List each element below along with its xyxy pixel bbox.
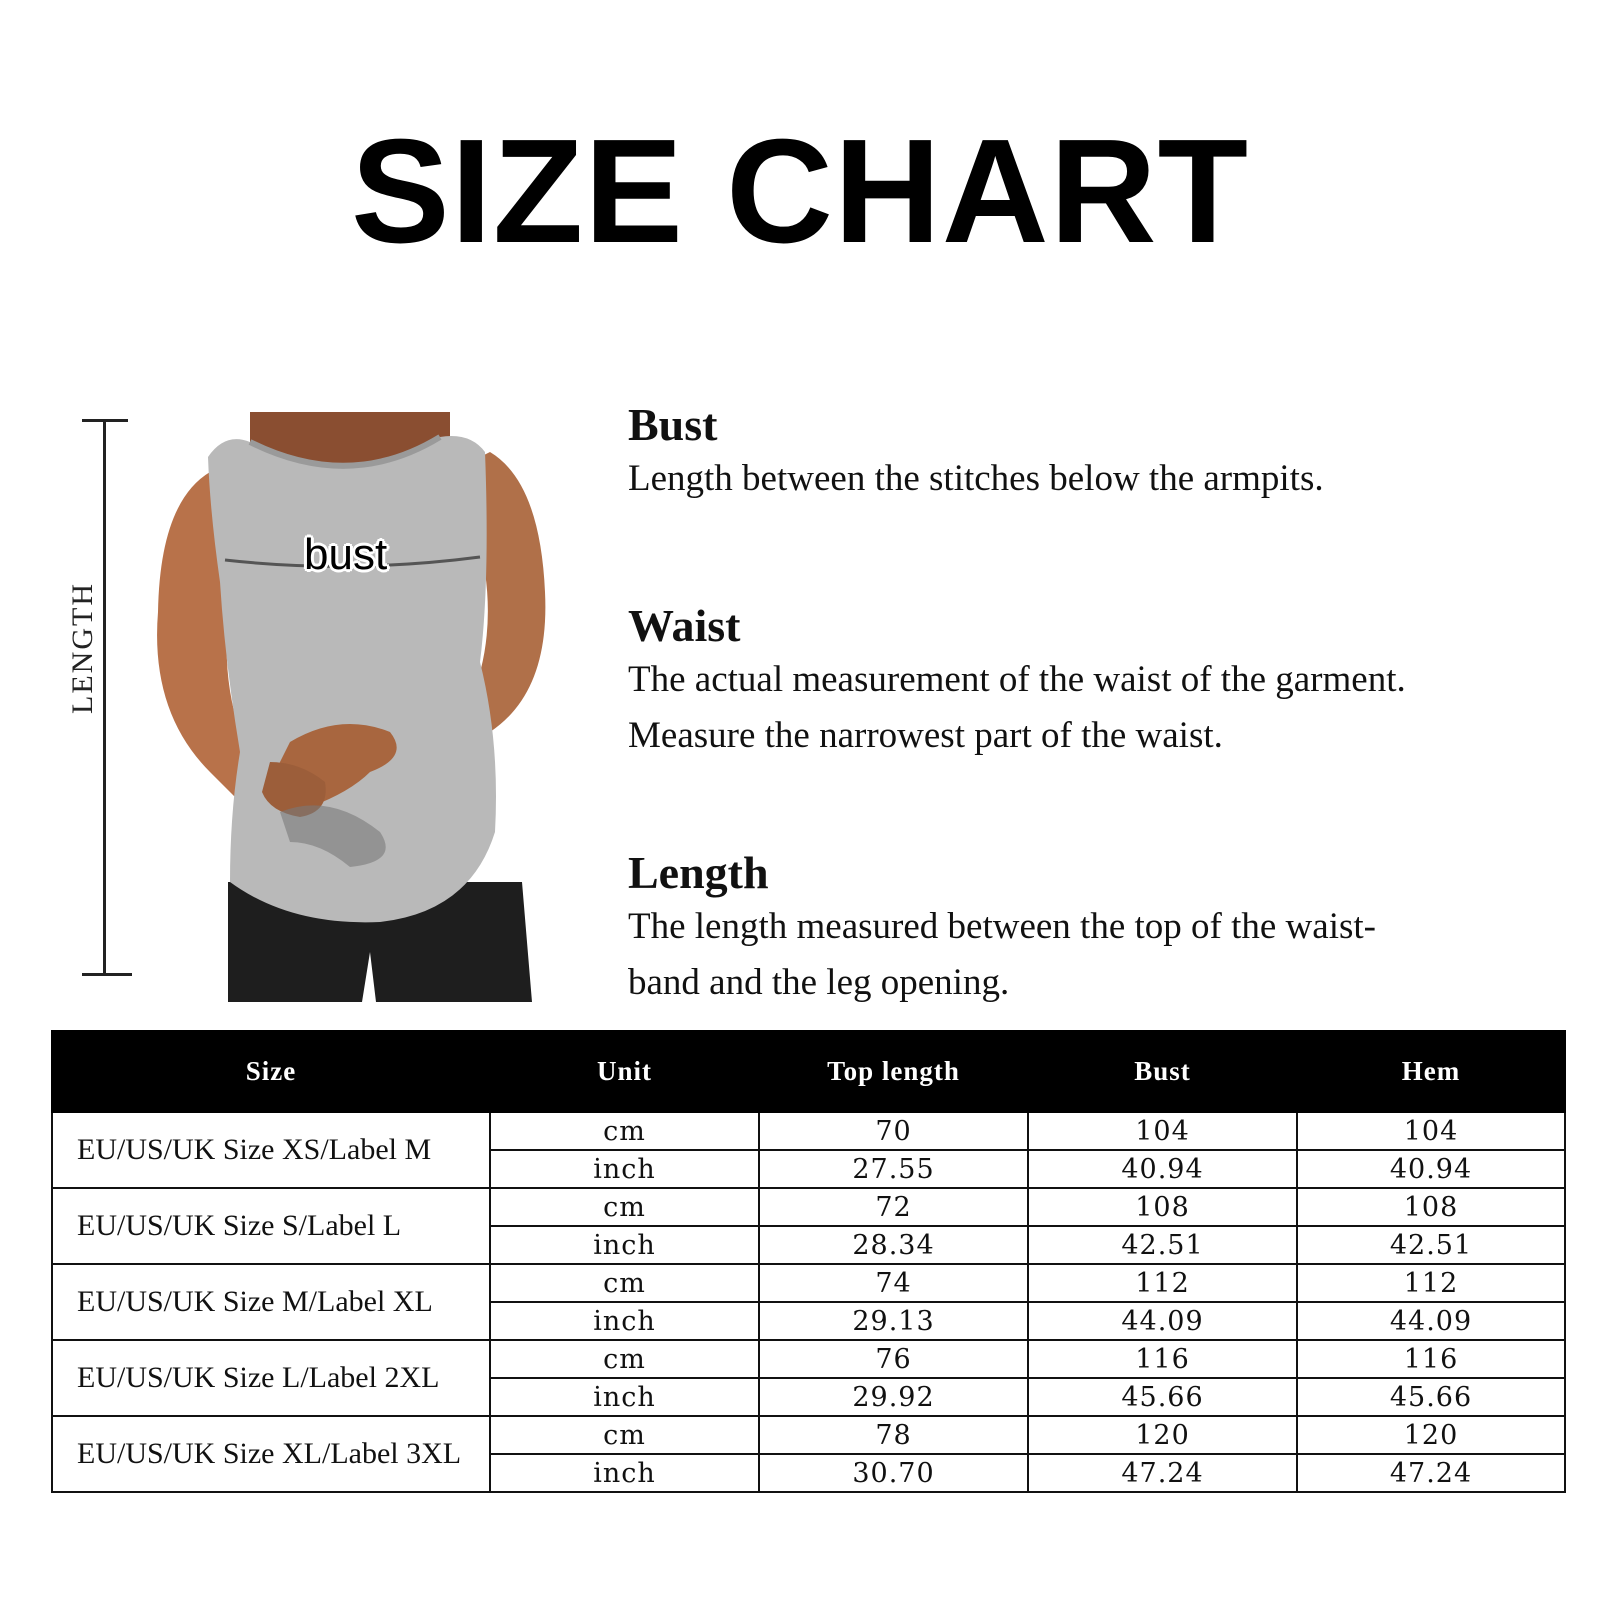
top-length-cell: 78 <box>759 1416 1028 1454</box>
bust-cell: 45.66 <box>1028 1378 1297 1416</box>
definition-heading: Length <box>628 847 769 898</box>
definition-text: Length between the stitches below the armpits. <box>628 457 1324 499</box>
header-top-length: Top length <box>759 1031 1028 1112</box>
length-marker-bottom-cap <box>82 973 132 976</box>
definition-text: Measure the narrowest part of the waist. <box>628 714 1223 756</box>
hem-cell: 44.09 <box>1297 1302 1565 1340</box>
bust-cell: 120 <box>1028 1416 1297 1454</box>
top-length-cell: 74 <box>759 1264 1028 1302</box>
size-name-cell: EU/US/UK Size XS/Label M <box>52 1112 490 1188</box>
table-row <box>52 1340 1565 1378</box>
unit-cell: cm <box>490 1264 759 1302</box>
top-length-cell: 76 <box>759 1340 1028 1378</box>
top-length-cell: 27.55 <box>759 1150 1028 1188</box>
table-row <box>52 1264 1565 1302</box>
table-row <box>52 1416 1565 1454</box>
bust-cell: 112 <box>1028 1264 1297 1302</box>
tank-top-model-photo <box>150 412 570 1002</box>
bust-cell: 40.94 <box>1028 1150 1297 1188</box>
hem-cell: 116 <box>1297 1340 1565 1378</box>
bust-cell: 44.09 <box>1028 1302 1297 1340</box>
hem-cell: 108 <box>1297 1188 1565 1226</box>
hem-cell: 47.24 <box>1297 1454 1565 1492</box>
top-length-cell: 29.92 <box>759 1378 1028 1416</box>
page-title: SIZE CHART <box>351 109 1249 274</box>
bust-cell: 42.51 <box>1028 1226 1297 1264</box>
unit-cell: inch <box>490 1454 759 1492</box>
unit-cell: inch <box>490 1150 759 1188</box>
size-name-cell: EU/US/UK Size S/Label L <box>52 1188 490 1264</box>
unit-cell: cm <box>490 1188 759 1226</box>
header-bust: Bust <box>1028 1031 1297 1112</box>
unit-cell: cm <box>490 1416 759 1454</box>
definition-bust <box>628 400 1324 507</box>
header-size: Size <box>52 1031 490 1112</box>
header-unit: Unit <box>490 1031 759 1112</box>
table-row <box>52 1188 1565 1226</box>
bust-cell: 47.24 <box>1028 1454 1297 1492</box>
definition-text: band and the leg opening. <box>628 961 1010 1003</box>
hem-cell: 112 <box>1297 1264 1565 1302</box>
table-header-row <box>52 1031 1565 1112</box>
bust-cell: 116 <box>1028 1340 1297 1378</box>
hem-cell: 104 <box>1297 1112 1565 1150</box>
unit-cell: inch <box>490 1378 759 1416</box>
top-length-cell: 30.70 <box>759 1454 1028 1492</box>
length-marker-line <box>103 421 106 975</box>
unit-cell: cm <box>490 1112 759 1150</box>
bust-cell: 104 <box>1028 1112 1297 1150</box>
definition-text: The length measured between the top of the waist- <box>628 905 1376 947</box>
top-length-cell: 29.13 <box>759 1302 1028 1340</box>
top-length-cell: 70 <box>759 1112 1028 1150</box>
header-hem: Hem <box>1297 1031 1565 1112</box>
bust-marker-label: bust <box>304 530 388 579</box>
size-table <box>51 1030 1566 1493</box>
unit-cell: inch <box>490 1226 759 1264</box>
table-row <box>52 1112 1565 1150</box>
bust-cell: 108 <box>1028 1188 1297 1226</box>
top-length-cell: 28.34 <box>759 1226 1028 1264</box>
size-name-cell: EU/US/UK Size M/Label XL <box>52 1264 490 1340</box>
hem-cell: 45.66 <box>1297 1378 1565 1416</box>
size-name-cell: EU/US/UK Size L/Label 2XL <box>52 1340 490 1416</box>
length-marker-label: LENGTH <box>66 582 99 714</box>
hem-cell: 120 <box>1297 1416 1565 1454</box>
unit-cell: cm <box>490 1340 759 1378</box>
definition-text: The actual measurement of the waist of the garment. <box>628 658 1406 700</box>
unit-cell: inch <box>490 1302 759 1340</box>
definition-length <box>628 848 1376 1011</box>
hem-cell: 42.51 <box>1297 1226 1565 1264</box>
definition-heading: Bust <box>628 399 718 450</box>
hem-cell: 40.94 <box>1297 1150 1565 1188</box>
definition-heading: Waist <box>628 600 741 651</box>
size-name-cell: EU/US/UK Size XL/Label 3XL <box>52 1416 490 1492</box>
top-length-cell: 72 <box>759 1188 1028 1226</box>
definition-waist <box>628 601 1406 764</box>
